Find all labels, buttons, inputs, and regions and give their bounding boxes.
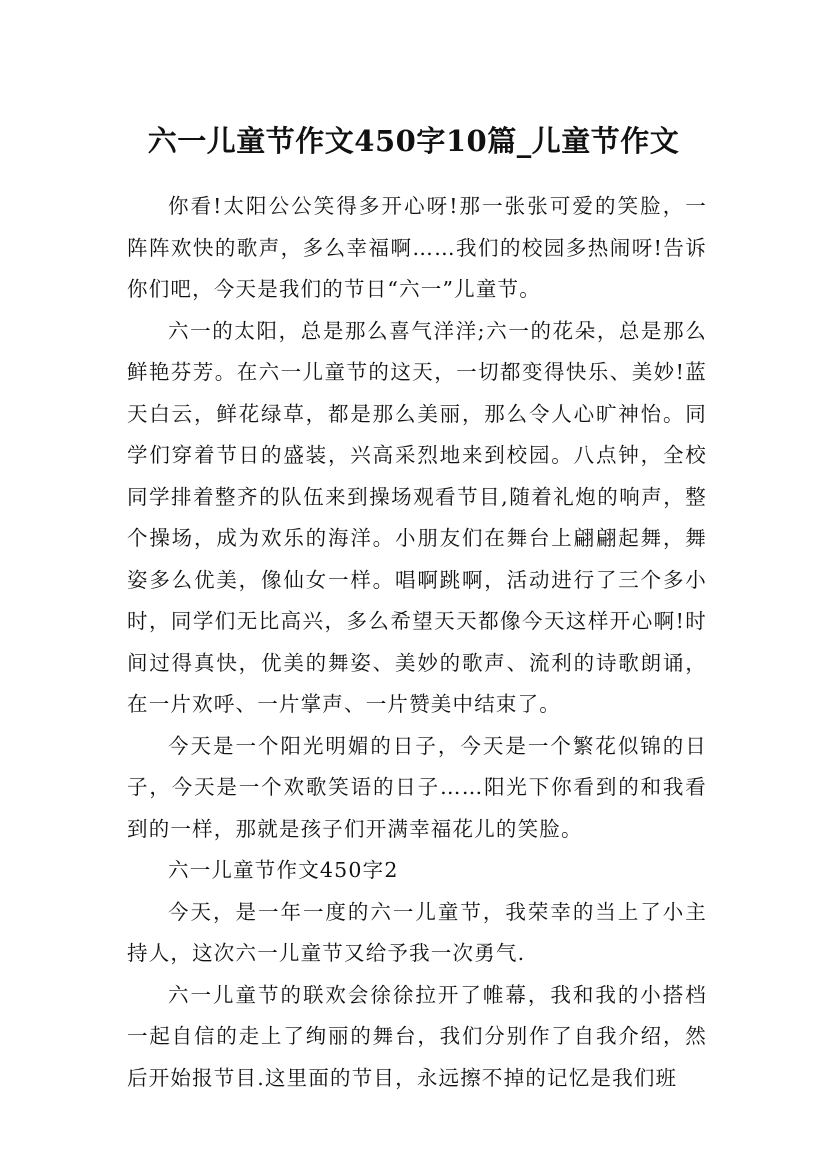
paragraph: 六一的太阳，总是那么喜气洋洋;六一的花朵，总是那么鲜艳芬芳。在六一儿童节的这天，一切都变得快乐、美妙!蓝天白云，鲜花绿草，都是那么美丽，那么令人心旷神怡。同学们穿着节日的盛装，兴高采烈地来到校园。八点钟，全校同学排着整齐的队伍来到操场观看节目,随着礼炮的响声，整个操场，成为欢乐的海洋。小朋友们在舞台上翩翩起舞，舞姿多么优美，像仙女一样。唱啊跳啊，活动进行了三个多小时，同学们无比高兴，多么希望天天都像今天这样开心啊!时间过得真快，优美的舞姿、美妙的歌声、流利的诗歌朗诵，在一片欢呼、一片掌声、一片赞美中结束了。 [127, 318, 707, 716]
paragraph: 今天是一个阳光明媚的日子，今天是一个繁花似锦的日子，今天是一个欢歌笑语的日子……阳光下你看到的和我看到的一样，那就是孩子们开满幸福花儿的笑脸。 [127, 733, 707, 841]
paragraph: 六一儿童节的联欢会徐徐拉开了帷幕，我和我的小搭档一起自信的走上了绚丽的舞台，我们分别作了自我介绍，然后开始报节目.这里面的节目，永远擦不掉的记忆是我们班 [127, 982, 707, 1090]
document-title: 六一儿童节作文450字10篇_儿童节作文 [147, 124, 680, 159]
section-heading: 六一儿童节作文450字2 [168, 858, 399, 882]
document-body [127, 186, 707, 1099]
paragraph: 今天，是一年一度的六一儿童节，我荣幸的当上了小主持人，这次六一儿童节又给予我一次勇气. [127, 899, 707, 965]
paragraph: 你看!太阳公公笑得多开心呀!那一张张可爱的笑脸，一阵阵欢快的歌声，多么幸福啊……我们的校园多热闹呀!告诉你们吧，今天是我们的节日“六一”儿童节。 [127, 194, 707, 301]
